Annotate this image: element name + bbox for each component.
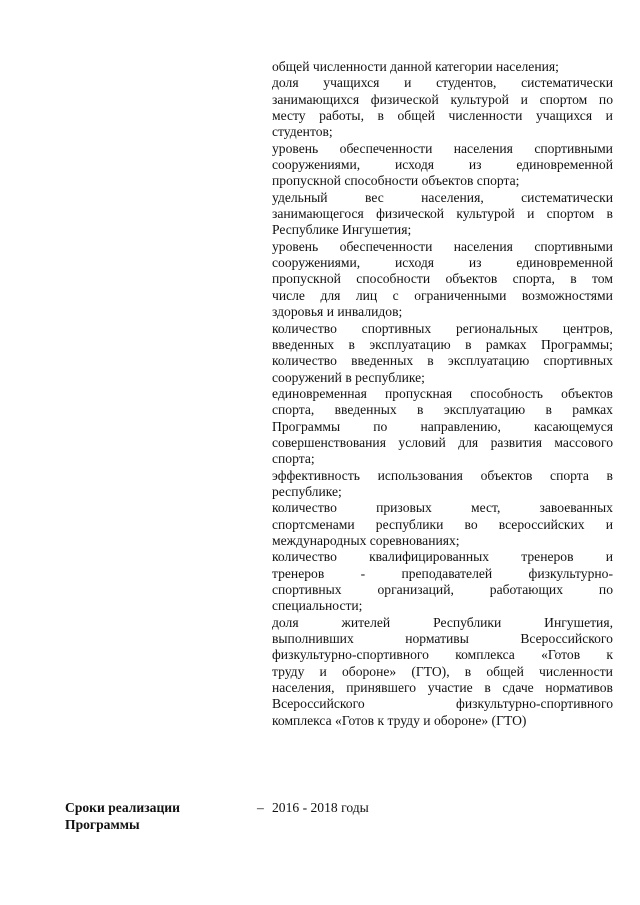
indicator-word: массового	[554, 434, 613, 450]
indicator-line	[272, 288, 613, 304]
indicator-word: работающих	[489, 582, 563, 597]
indicator-word: спортом	[539, 91, 588, 107]
indicator-word: доля	[272, 75, 299, 91]
indicator-word: совершенствования	[272, 434, 386, 450]
indicator-word: всероссийских	[498, 516, 585, 532]
indicator-word: количество	[272, 353, 337, 369]
indicator-word: ограниченными	[414, 287, 507, 303]
indicator-word: спортсменами	[272, 516, 355, 532]
indicator-word: нормативы	[405, 631, 469, 647]
implementation-period-dash: –	[257, 800, 264, 815]
indicator-line: пропускной способности объектов спорта;	[272, 173, 520, 189]
indicator-word: единовременной	[516, 157, 613, 173]
indicator-word: в	[464, 663, 472, 679]
indicator-line	[272, 255, 613, 271]
indicator-word: нормативов	[545, 680, 613, 696]
indicator-word: уровень	[272, 140, 319, 156]
indicator-word: систематически	[521, 189, 613, 205]
indicator-word: тренеров	[521, 549, 574, 565]
indicator-word: способности	[356, 271, 431, 287]
indicator-word: и	[605, 516, 613, 532]
indicator-word: физической	[376, 206, 445, 222]
indicator-line	[272, 157, 613, 173]
indicator-line	[272, 190, 613, 206]
indicator-word: спорта	[550, 467, 589, 483]
implementation-period-value: 2016 - 2018 годы	[272, 800, 369, 815]
indicator-word: численности	[448, 108, 523, 124]
indicator-word: обеспеченности	[339, 140, 433, 156]
indicator-line	[272, 206, 613, 222]
indicator-word: объектов	[480, 467, 533, 483]
indicator-line: международных соревнованиях;	[272, 532, 460, 548]
indicator-word: «Готов	[541, 647, 581, 663]
indicator-line	[272, 271, 613, 287]
indicator-word: введенных	[272, 336, 335, 352]
indicator-word: физкультурно-спортивного	[272, 647, 429, 663]
indicator-word: лиц	[355, 287, 378, 303]
indicator-word: численности	[539, 663, 613, 679]
indicator-word: общей	[397, 108, 435, 124]
indicator-word: принявшего	[346, 680, 417, 696]
indicator-word: призовых	[376, 500, 432, 516]
indicator-word: эксплуатацию	[447, 353, 530, 369]
indicator-word: в	[465, 336, 472, 352]
indicator-word: том	[592, 271, 613, 287]
indicator-word: и	[404, 75, 412, 91]
indicator-word: мест,	[471, 500, 501, 516]
indicator-word: в	[348, 336, 355, 352]
indicator-word: завоеванных	[539, 500, 613, 516]
indicator-word: в	[606, 467, 613, 483]
indicator-word: уровень	[272, 238, 319, 254]
indicator-word: физической	[370, 91, 439, 107]
indicator-line	[272, 435, 613, 451]
indicator-word: спортивных	[272, 582, 342, 597]
indicator-word: к	[606, 647, 613, 663]
indicator-word: в	[545, 402, 552, 418]
indicator-word: пропускная	[384, 385, 453, 401]
indicator-word: квалифицированных	[369, 549, 490, 565]
indicator-word: культурой	[456, 206, 515, 222]
indicator-line	[272, 141, 613, 157]
indicator-word: учащихся	[323, 75, 380, 91]
indicator-word: физкультурно-	[528, 565, 613, 581]
indicator-word: организаций,	[377, 582, 454, 597]
indicator-word: спорта,	[272, 402, 315, 418]
indicator-line: комплекса «Готов к труду и обороне» (ГТО)	[272, 712, 527, 728]
indicator-line: общей численности данной категории населения;	[272, 59, 559, 74]
indicator-line	[272, 500, 613, 516]
indicator-line: студентов;	[272, 124, 333, 140]
indicator-word: и	[527, 206, 535, 222]
indicator-word: спортивных	[361, 320, 432, 336]
indicator-word: эксплуатацию	[369, 336, 451, 352]
indicator-word: по	[598, 91, 613, 107]
indicator-word: студентов,	[436, 75, 497, 91]
indicator-word: (ГТО),	[411, 663, 450, 679]
indicator-line	[272, 468, 613, 484]
indicator-line	[272, 92, 613, 108]
indicator-word: для	[320, 287, 341, 303]
indicator-word: условий	[398, 434, 446, 450]
indicator-word: Программы;	[541, 336, 613, 352]
indicator-word: объектов	[561, 385, 613, 401]
indicator-word: спортивных	[543, 353, 613, 369]
indicator-word: удельный	[272, 189, 328, 205]
indicator-word: из	[468, 157, 482, 173]
indicator-word: в	[377, 108, 384, 124]
indicator-word: Республики	[433, 614, 502, 630]
indicator-line	[272, 337, 613, 353]
indicator-line	[272, 647, 613, 663]
indicator-word: и	[605, 108, 613, 124]
indicator-word: исходя	[395, 157, 435, 173]
indicator-line	[272, 631, 613, 647]
indicator-word: в	[606, 206, 613, 222]
indicator-word: выполнивших	[272, 631, 354, 647]
indicator-word: и	[605, 549, 613, 565]
indicator-word: сооружениями,	[272, 157, 361, 173]
indicator-word: обороне»	[341, 663, 397, 679]
indicator-line	[272, 353, 613, 369]
indicator-word: спортом	[546, 206, 595, 222]
indicator-line	[272, 108, 613, 124]
indicator-word: спортивными	[534, 140, 613, 156]
indicator-line	[272, 321, 613, 337]
indicator-word: и	[520, 91, 528, 107]
indicator-line	[272, 517, 613, 533]
indicator-line: республике;	[272, 483, 342, 499]
indicator-word: общей	[486, 663, 524, 679]
indicator-word: использования	[377, 467, 463, 483]
indicator-word: Программы	[272, 418, 341, 434]
indicator-line	[272, 419, 613, 435]
indicator-word: с	[392, 287, 399, 303]
indicator-word: во	[464, 516, 478, 532]
indicator-word: населения	[453, 140, 513, 156]
indicator-word: эффективность	[272, 467, 360, 483]
indicator-word: количество	[272, 549, 337, 565]
indicator-line	[272, 386, 613, 402]
indicator-line	[272, 75, 613, 91]
indicator-word: в	[427, 353, 434, 369]
indicator-word: рамках	[572, 402, 613, 418]
indicator-word: культурой	[450, 91, 509, 107]
indicator-word: систематически	[521, 75, 613, 91]
indicator-line	[272, 680, 613, 696]
indicator-word: возможностями	[521, 287, 613, 303]
indicator-line: здоровья и инвалидов;	[272, 304, 403, 320]
indicator-word: количество	[272, 500, 337, 516]
indicator-line	[272, 239, 613, 255]
indicator-line	[272, 582, 613, 598]
indicator-word: -	[360, 565, 366, 581]
indicator-word: занимающегося	[272, 206, 364, 222]
indicator-line	[272, 664, 613, 680]
implementation-period-label	[65, 799, 235, 833]
indicator-word: физкультурно-спортивного	[456, 696, 613, 712]
indicator-word: из	[468, 255, 482, 271]
indicator-line	[272, 696, 613, 712]
indicator-word: спорта,	[512, 271, 555, 287]
indicator-line	[272, 402, 613, 418]
indicator-word: в	[417, 402, 424, 418]
indicators-list	[272, 59, 613, 729]
indicator-word: работы,	[319, 108, 364, 124]
indicator-word: Всероссийского	[520, 631, 613, 647]
indicator-word: способность	[470, 385, 544, 401]
indicator-word: и	[319, 663, 327, 679]
indicator-line: Республике Ингушетия;	[272, 222, 412, 238]
indicator-word: по	[598, 582, 613, 597]
indicator-word: комплекса	[455, 647, 515, 663]
indicator-word: занимающихся	[272, 91, 360, 107]
indicator-word: жителей	[341, 614, 391, 630]
indicator-word: Всероссийского	[272, 696, 365, 712]
indicator-word: населения	[453, 238, 513, 254]
implementation-period-label-line1: Сроки реализации	[65, 800, 180, 815]
indicator-word: развития	[490, 434, 542, 450]
indicator-word: направлению,	[420, 418, 501, 434]
indicator-word: труду	[272, 663, 305, 679]
indicator-word: пропускной	[272, 271, 341, 287]
indicator-word: в	[484, 680, 491, 696]
indicator-line: специальности;	[272, 598, 363, 614]
indicator-word: региональных	[456, 320, 539, 336]
indicator-word: республики	[375, 516, 444, 532]
indicator-word: доля	[272, 614, 299, 630]
indicator-line: сооружений в республике;	[272, 369, 425, 385]
indicator-word: количество	[272, 320, 337, 336]
indicator-word: касающемуся	[533, 418, 613, 434]
indicator-word: введенных	[334, 402, 397, 418]
indicator-word: исходя	[395, 255, 435, 271]
indicator-word: объектов	[445, 271, 498, 287]
indicator-word: обеспеченности	[339, 238, 433, 254]
indicator-word: для	[458, 434, 479, 450]
indicator-word: единовременная	[272, 385, 367, 401]
indicator-word: эксплуатацию	[443, 402, 526, 418]
indicator-word: единовременной	[516, 255, 613, 271]
indicator-word: вес	[364, 189, 384, 205]
indicator-word: месту	[272, 108, 306, 124]
indicator-word: в	[570, 271, 577, 287]
indicator-line	[272, 615, 613, 631]
indicator-word: центров,	[562, 320, 613, 336]
indicator-word: числе	[272, 287, 305, 303]
indicator-word: по	[373, 418, 388, 434]
indicator-word: тренеров	[272, 565, 325, 581]
implementation-period-label-line2: Программы	[65, 817, 140, 832]
indicator-word: населения,	[272, 680, 335, 696]
indicator-word: сооружениями,	[272, 255, 361, 271]
indicator-line	[272, 549, 613, 565]
indicator-word: населения,	[421, 189, 484, 205]
indicator-word: рамках	[485, 336, 527, 352]
indicator-word: сдаче	[502, 680, 534, 696]
indicator-line: спорта;	[272, 451, 315, 467]
indicator-word: преподавателей	[401, 565, 493, 581]
indicator-word: спортивными	[534, 238, 613, 254]
indicator-word: Ингушетия,	[544, 614, 613, 630]
indicator-word: введенных	[351, 353, 414, 369]
indicator-word: участие	[427, 680, 473, 696]
indicator-line	[272, 566, 613, 582]
indicator-word: учащихся	[535, 108, 593, 124]
